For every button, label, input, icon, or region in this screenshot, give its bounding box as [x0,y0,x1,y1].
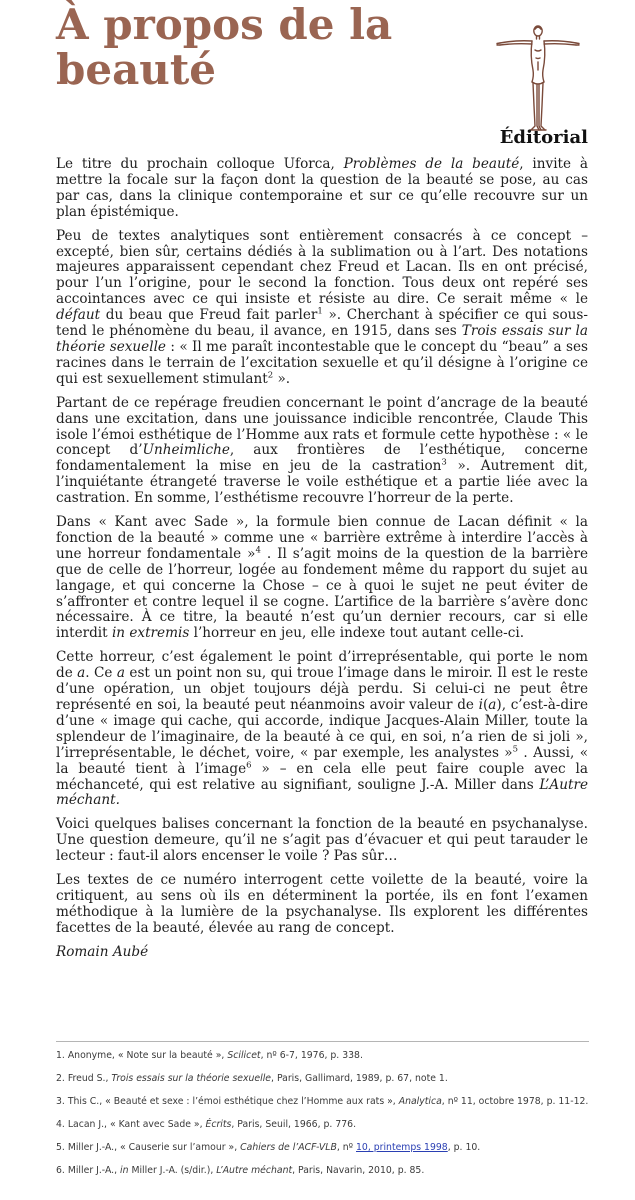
footnote-ref: 5 [512,744,519,755]
italic-text: a [77,665,86,682]
section-label: Éditorial [499,127,588,148]
italic-text: Trois essais sur la théorie sexuelle [111,1073,272,1084]
vitruvian-figure-icon [494,22,582,134]
italic-text: Analytica [398,1096,442,1107]
italic-text: Cahiers de l’ACF-VLB [240,1142,337,1153]
italic-text: Trois essais sur la théorie sexuelle [56,323,588,355]
paragraph: Voici quelques balises concernant la fonction de la beauté en psychanalyse. Une question demeure, qu’il ne s’agit pas d’évacuer et qui peut tarauder le lecteur : faut-il alors encenser le voile ? Pas sûr… [56,816,588,865]
footnote-ref: 4 [255,545,261,556]
footnote-ref: 1 [317,306,323,317]
paragraph: Peu de textes analytiques sont entièrement consacrés à ce concept – excepté, bien sûr, certains dédiés à la sublimation ou à l’art. Des notations majeures apparaissent cependant chez Freud et Lacan. Ils en ont précisé, pour l’un l’origine, pour le second la fonction. Tous deux ont repéré ses accointances avec ce qui insiste et résiste au dire. Ce serait même « le défaut du beau que Freud fait parler$^1$ ». Cherchant à spécifier ce qui sous-tend le phénomène du beau, il avance, en 1915, dans ses Trois essais sur la théorie sexuelle : « Il me paraît incontestable que le concept du “beau” a ses racines dans le terrain de l’excitation sexuelle et qu’il désigne à l’origine ce qui est sexuellement stimulant$^2$ ». [56,227,589,387]
footnote-ref: 2 [267,370,274,381]
italic-text: Problèmes de la beauté [343,156,520,172]
paragraph: Les textes de ce numéro interrogent cette voilette de la beauté, voire la critiquent, au sens où ils en déterminent la portée, ils en font l’examen méthodique à la lumière de la psychanalyse. Ils explorent les différentes facettes de la beauté, élevée au rang de concept. [56,872,588,936]
italic-text: a [488,697,497,713]
footnote: 3. This C., « Beauté et sexe : l’émoi esthétique chez l’Homme aux rats », Analytica, nº 11, octobre 1978, p. 11-12. [56,1096,589,1107]
italic-text: i [478,697,483,713]
footnote: 4. Lacan J., « Kant avec Sade », Écrits, Paris, Seuil, 1966, p. 776. [56,1119,357,1130]
italic-text: in [120,1165,129,1176]
footnote-link[interactable]: 10, printemps 1998 [356,1142,448,1153]
footnote-ref: 6 [246,760,252,771]
italic-text: Unheimliche [142,442,230,459]
footnotes [56,1049,589,1187]
footnote: 2. Freud S., Trois essais sur la théorie sexuelle, Paris, Gallimard, 1989, p. 67, note 1. [56,1073,448,1084]
paragraph: Cette horreur, c’est également le point d’irreprésentable, qui porte le nom de a. Ce a est un point non su, qui troue l’image dans le miroir. Il est le reste d’une opération, un objet toujours déjà perdu. Si celui-ci ne peut être représenté en soi, la beauté peut néanmoins avoir valeur de i(a), c’est-à-dire d’une « image qui cache, qui accorde, indique Jacques-Alain Miller, toute la splendeur de l’imaginaire, de la beauté à ce qui, en soi, n’a rien de si joli », l’irreprésentable, le déchet, voire, « par exemple, les analystes »$^5$ . Aussi, « la beauté tient à l’image$^6$ » – en cela elle peut faire couple avec la méchanceté, qui est relative au signifiant, souligne J.-A. Miller dans L’Autre méchant. [56,649,589,809]
paragraph: Partant de ce repérage freudien concernant le point d’ancrage de la beauté dans une excitation, dans une jouissance indicible rencontrée, Claude This isole l’émoi esthétique de l’Homme aux rats et formule cette hypothèse : « le concept d’Unheimliche, aux frontières de l’esthétique, concerne fondamentalement la mise en jeu de la castration$^3$ ». Autrement dit, l’inquiétante étrangeté traverse le voile esthétique et a partie liée avec la castration. En somme, l’esthétisme recouvre l’horreur de la perte. [56,394,588,507]
italic-text: L’Autre méchant. [56,776,588,809]
italic-text: L’Autre méchant [216,1165,293,1176]
italic-text: in extremis [111,625,190,642]
footnote-ref: 3 [441,457,447,468]
italic-text: Scilicet [227,1050,261,1061]
article-body [56,157,588,969]
italic-text: Écrits [205,1119,232,1130]
footnote: 5. Miller J.-A., « Causerie sur l’amour », Cahiers de l’ACF-VLB, nº 10, printemps 1998, p. 10. [56,1142,481,1153]
paragraph: Dans « Kant avec Sade », la formule bien connue de Lacan définit « la fonction de la beauté » comme une « barrière extrême à interdire l’accès à une horreur fondamentale »$^4$ . Il s’agit moins de la question de la barrière que de celle de l’horreur, logée au fondement même du rapport du sujet au langage, et qui concerne la Chose – ce à quoi le sujet ne peut éviter de s’affronter et contre lequel il se cogne. L’artifice de la barrière s’avère donc nécessaire. À ce titre, la beauté n’est qu’un dernier recours, car si elle interdit in extremis l’horreur en jeu, elle indexe tout autant celle-ci. [56,514,588,642]
article-title: À propos de la beauté [56,0,393,94]
italic-text: défaut [56,307,101,324]
italic-text: a [116,665,125,682]
footnote: 1. Anonyme, « Note sur la beauté », Scilicet, nº 6-7, 1976, p. 338. [56,1050,363,1061]
footnote: 6. Miller J.-A., in Miller J.-A. (s/dir.), L’Autre méchant, Paris, Navarin, 2010, p. 85. [56,1165,425,1176]
footnote-divider [56,1041,589,1042]
paragraph: Le titre du prochain colloque Uforca, Problèmes de la beauté, invite à mettre la focale sur la façon dont la question de la beauté se pose, au cas par cas, dans la clinique contemporaine et sur ce qu’elle recouvre sur un plan épistémique. [56,156,588,220]
author-signature: Romain Aubé [56,943,149,960]
